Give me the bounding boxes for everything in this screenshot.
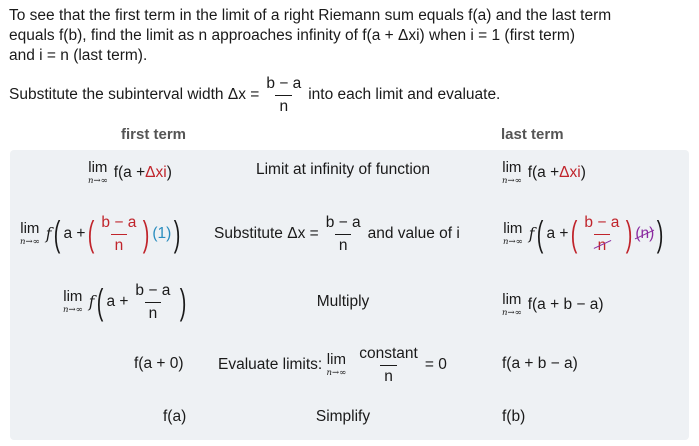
delta-x-fraction (262, 76, 305, 114)
limit-operator (503, 221, 523, 247)
fraction-numerator: b − a (325, 214, 361, 231)
step-before: Substitute Δx = (214, 225, 319, 242)
row4-last: f(a + b − a) (502, 355, 578, 372)
expr-pre: f(a + (113, 164, 146, 181)
expr-pre: f(a + (527, 164, 560, 181)
row2-step (214, 210, 460, 258)
expr-delta: Δxi (145, 164, 167, 181)
row5-step: Simplify (315, 408, 371, 425)
row5-first: f(a) (163, 408, 187, 425)
row3-first (63, 280, 189, 324)
fraction-numerator: b − a (584, 214, 620, 231)
delta-fraction (580, 215, 623, 253)
intro-text (9, 6, 694, 66)
row1-last (502, 156, 586, 190)
step-after: and value of i (367, 225, 460, 242)
substitute-before: Substitute the subinterval width Δx = (9, 86, 260, 103)
limit-operator (88, 160, 108, 186)
fraction-numerator: b − a (135, 282, 171, 299)
delta-fraction (97, 215, 140, 253)
expr-post: ) (580, 164, 586, 181)
i-value-cancelled: (n) (635, 225, 655, 242)
lim-subscript: n→∞ (502, 176, 522, 187)
intro-line-1: To see that the first term in the limit of a right Riemann sum equals f(a) and the last term (9, 7, 612, 24)
constant-fraction (355, 346, 422, 384)
fraction-denominator: n (275, 95, 292, 115)
header-last-term: last term (501, 126, 564, 143)
fraction-numerator: b − a (101, 214, 137, 231)
lim-word: lim (326, 351, 346, 369)
expr-delta: Δxi (559, 164, 581, 181)
lim-subscript: n→∞ (502, 308, 522, 319)
fraction-denominator: n (380, 365, 397, 385)
row1-step: Limit at infinity of function (255, 161, 431, 178)
right-paren-red: ) (143, 213, 150, 254)
limit-operator (63, 289, 83, 315)
lim-word: lim (63, 288, 83, 306)
function-f: f (45, 225, 52, 243)
limit-operator (502, 160, 522, 186)
expr-a-plus: a + (63, 225, 86, 242)
lim-word: lim (502, 159, 522, 177)
limit-operator (20, 221, 40, 247)
lim-word: lim (502, 291, 522, 309)
right-paren: ) (180, 281, 187, 322)
lim-word: lim (503, 220, 523, 238)
lim-word: lim (20, 220, 40, 238)
header-first-term: first term (121, 126, 187, 143)
fraction-denominator: n (111, 234, 128, 254)
fraction-denominator-cancelled: n (594, 234, 611, 254)
expr-a-plus: a + (546, 225, 569, 242)
lim-word: lim (88, 159, 108, 177)
function-f: f (528, 225, 535, 243)
fraction-denominator: n (335, 234, 352, 254)
lim-subscript: n→∞ (88, 176, 108, 187)
substitute-statement (9, 76, 500, 114)
i-value: (1) (152, 225, 172, 242)
right-paren-red: ) (626, 213, 633, 254)
left-paren: ( (54, 213, 61, 254)
row4-first: f(a + 0) (134, 355, 184, 372)
fraction-numerator: constant (359, 345, 418, 362)
intro-line-3: and i = n (last term). (9, 47, 148, 64)
lim-subscript: n→∞ (503, 237, 523, 248)
fraction-denominator: n (145, 302, 162, 322)
delta-fraction (131, 283, 174, 321)
expr-result: f(a + b − a) (527, 296, 604, 313)
left-paren-red: ( (571, 213, 578, 254)
left-paren: ( (97, 281, 104, 322)
expr-a-plus: a + (106, 293, 129, 310)
substitute-after: into each limit and evaluate. (308, 86, 501, 103)
right-paren: ) (656, 213, 664, 254)
step-fraction (322, 215, 365, 253)
step-after: = 0 (424, 356, 447, 373)
left-paren-red: ( (88, 213, 95, 254)
row5-last: f(b) (502, 408, 526, 425)
row2-first (20, 210, 183, 258)
intro-line-2: equals f(b), find the limit as n approaches infinity of f(a + Δxi) when i = 1 (first term) (9, 27, 575, 44)
right-paren: ) (173, 213, 181, 254)
left-paren: ( (537, 213, 544, 254)
expr-post: ) (166, 164, 172, 181)
function-f: f (88, 293, 95, 311)
lim-subscript: n→∞ (326, 368, 347, 379)
step-before: Evaluate limits: (218, 356, 323, 373)
row3-step: Multiply (316, 293, 370, 310)
lim-subscript: n→∞ (20, 237, 40, 248)
row3-last (502, 288, 604, 322)
row2-last (503, 210, 666, 258)
limit-operator (327, 352, 347, 378)
fraction-numerator: b − a (266, 75, 302, 92)
limit-operator (502, 292, 522, 318)
lim-subscript: n→∞ (63, 305, 83, 316)
row4-step (218, 343, 447, 387)
row1-first (88, 156, 172, 190)
